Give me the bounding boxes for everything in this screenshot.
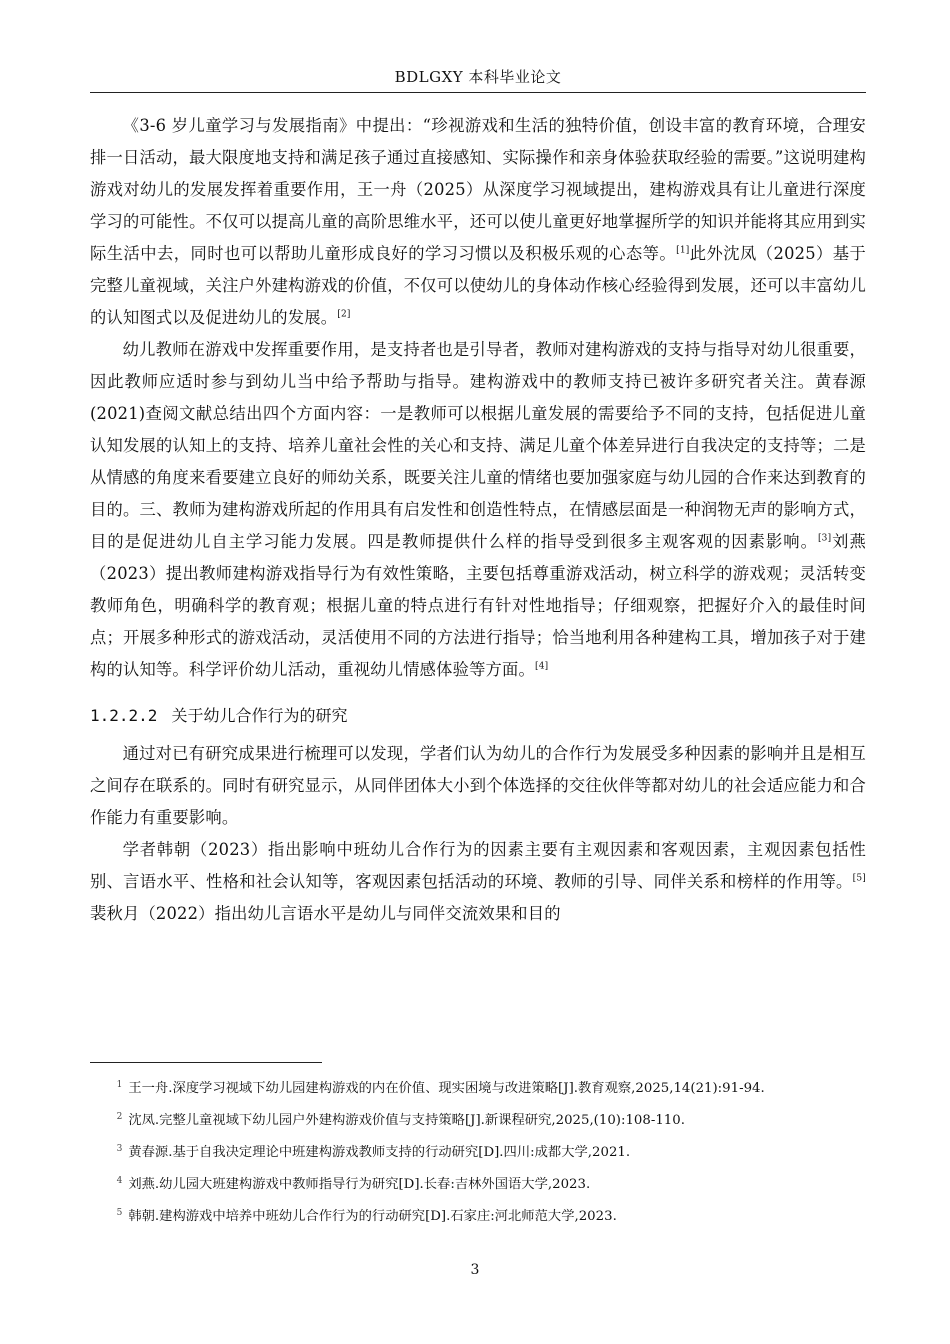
footnote-mark: 3 [116, 1143, 123, 1154]
citation-ref: [2] [337, 309, 351, 320]
paragraph [90, 738, 866, 834]
section-title: 关于幼儿合作行为的研究 [171, 706, 348, 725]
section-heading [90, 700, 866, 732]
paragraph-text: 学者韩朝（2023）指出影响中班幼儿合作行为的因素主要有主观因素和客观因素，主观因素包括性别、言语水平、性格和社会认知等，客观因素包括活动的环境、教师的引导、同伴关系和榜样的作用等。 [90, 840, 866, 891]
body-section-2 [90, 738, 866, 930]
footnote-mark: 4 [116, 1175, 123, 1186]
main-body [90, 110, 866, 930]
footnotes [90, 1076, 866, 1236]
paragraph [90, 334, 866, 686]
header-title: BDLGXY 本科毕业论文 [394, 68, 562, 86]
paragraph [90, 834, 866, 930]
citation-ref: [3] [817, 533, 832, 544]
footnote-item [90, 1076, 866, 1102]
section-number: 1.2.2.2 [90, 706, 158, 725]
footnote-text: 刘燕.幼儿园大班建构游戏中教师指导行为研究[D].长春:吉林外国语大学,2023. [128, 1177, 591, 1192]
paragraph-text: 《3-6 岁儿童学习与发展指南》中提出：“珍视游戏和生活的独特价值，创设丰富的教育环境，合理安排一日活动，最大限度地支持和满足孩子通过直接感知、实际操作和亲身体验获取经验的需要。”这说明建构游戏对幼儿的发展发挥着重要作用，王一舟（2025）从深度学习视域提出，建构游戏具有让儿童进行深度学习的可能性。不仅可以提高儿童的高阶思维水平，还可以使儿童更好地掌握所学的知识并能将其应用到实际生活中去，同时也可以帮助儿童形成良好的学习习惯以及积极乐观的心态等。 [90, 116, 866, 263]
citation-ref: [4] [535, 661, 549, 672]
paragraph-text: 幼儿教师在游戏中发挥重要作用，是支持者也是引导者，教师对建构游戏的支持与指导对幼儿很重要，因此教师应适时参与到幼儿当中给予帮助与指导。建构游戏中的教师支持已被许多研究者关注。黄春源(2021)查阅文献总结出四个方面内容：一是教师可以根据儿童发展的需要给予不同的支持，包括促进儿童认知发展的认知上的支持、培养儿童社会性的关心和支持、满足儿童个体差异进行自我决定的支持等；二是从情感的角度来看要建立良好的师幼关系，既要关注儿童的情绪也要加强家庭与幼儿园的合作来达到教育的目的。三、教师为建构游戏所起的作用具有启发性和创造性特点，在情感层面是一种润物无声的影响方式，目的是促进幼儿自主学习能力发展。四是教师提供什么样的指导受到很多主观客观的因素影响。 [90, 340, 866, 551]
citation-ref: [5] [852, 873, 866, 884]
footnote-text: 沈凤.完整儿童视域下幼儿园户外建构游戏价值与支持策略[J].新课程研究,2025,(10):108-110. [128, 1113, 685, 1128]
footnote-text: 王一舟.深度学习视域下幼儿园建构游戏的内在价值、现实困境与改进策略[J].教育观察,2025,14(21):91-94. [128, 1081, 765, 1096]
footnote-item [90, 1204, 866, 1230]
page-header [90, 66, 866, 93]
paragraph-text: 刘燕（2023）提出教师建构游戏指导行为有效性策略，主要包括尊重游戏活动，树立科学的游戏观；灵活转变教师角色，明确科学的教育观；根据儿童的特点进行有针对性地指导；仔细观察，把握好介入的最佳时间点；开展多种形式的游戏活动，灵活使用不同的方法进行指导；恰当地利用各种建构工具，增加孩子对于建构的认知等。科学评价幼儿活动，重视幼儿情感体验等方面。 [90, 532, 866, 679]
citation-ref: [1] [676, 245, 690, 256]
page-number: 3 [470, 1262, 480, 1278]
paragraph-text: 通过对已有研究成果进行梳理可以发现，学者们认为幼儿的合作行为发展受多种因素的影响并且是相互之间存在联系的。同时有研究显示，从同伴团体大小到个体选择的交往伙伴等都对幼儿的社会适应能力和合作能力有重要影响。 [90, 744, 866, 827]
footnote-item [90, 1172, 866, 1198]
footnote-mark: 5 [116, 1207, 123, 1218]
footnote-item [90, 1140, 866, 1166]
footnote-item [90, 1108, 866, 1134]
footnote-mark: 1 [116, 1079, 123, 1090]
footnote-text: 韩朝.建构游戏中培养中班幼儿合作行为的行动研究[D].石家庄:河北师范大学,2023. [128, 1209, 617, 1224]
paragraph-text: 此外沈凤（2025）基于完整儿童视域，关注户外建构游戏的价值，不仅可以使幼儿的身体动作核心经验得到发展，还可以丰富幼儿的认知图式以及促进幼儿的发展。 [90, 244, 866, 327]
footnote-text: 黄春源.基于自我决定理论中班建构游戏教师支持的行动研究[D].四川:成都大学,2021. [128, 1145, 631, 1160]
paragraph [90, 110, 866, 334]
body-section-1 [90, 110, 866, 686]
footnote-mark: 2 [116, 1111, 123, 1122]
footnote-divider [90, 1062, 322, 1063]
paragraph-text: 裴秋月（2022）指出幼儿言语水平是幼儿与同伴交流效果和目的 [90, 904, 561, 923]
